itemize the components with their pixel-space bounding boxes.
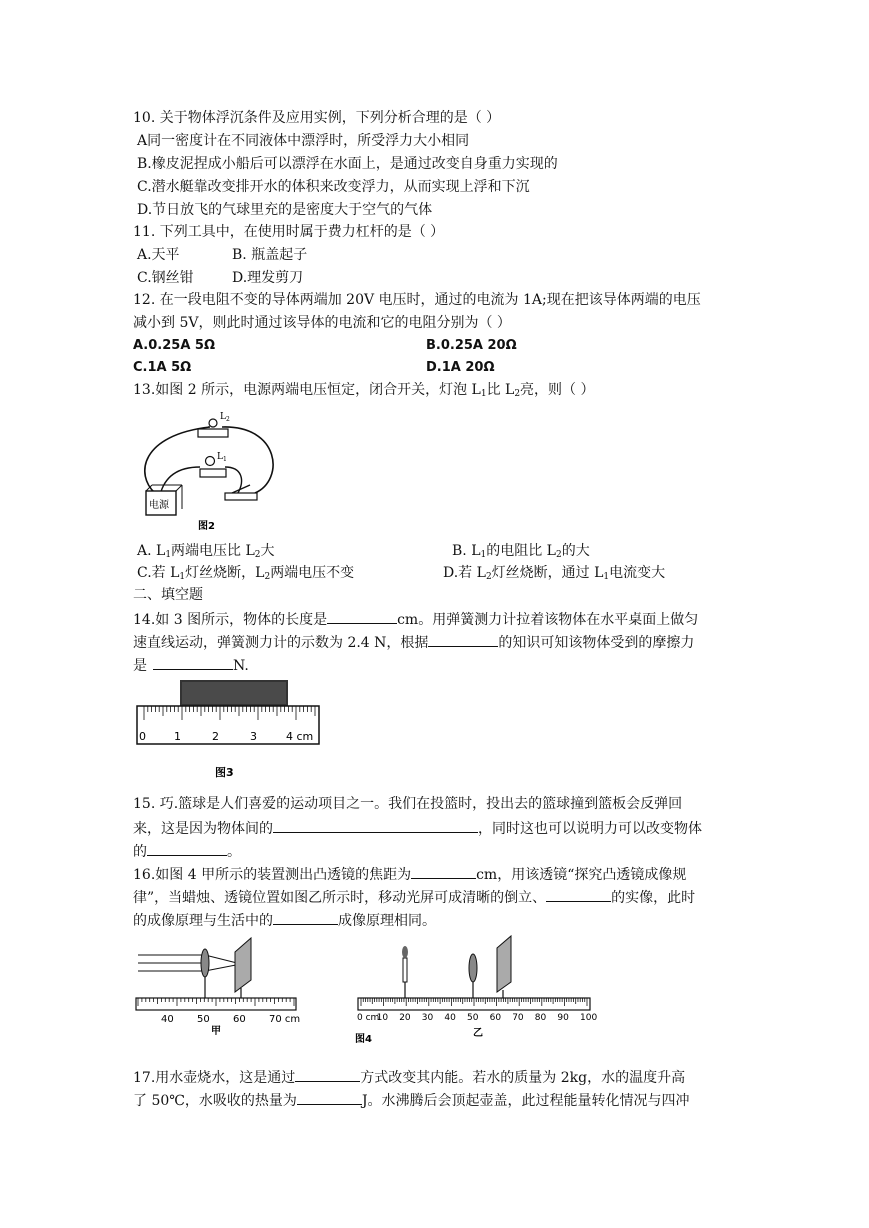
svg-text:1: 1 bbox=[174, 730, 181, 743]
q12-option-a: A.0.25A 5Ω bbox=[133, 338, 215, 353]
rail-yi-tick-label: 30 bbox=[421, 1013, 434, 1023]
q15-blank-reason[interactable] bbox=[273, 817, 478, 833]
q16-line3: 的成像原理与生活中的 成像原理相同。 bbox=[133, 909, 436, 931]
l1-label: L bbox=[220, 412, 226, 422]
rail-yi-tick-label: 20 bbox=[399, 1013, 411, 1023]
figure-4-caption: 图4 bbox=[355, 1034, 372, 1045]
q11-option-d: D.理发剪刀 bbox=[232, 270, 304, 286]
q13-stem: 13.如图 2 所示，电源两端电压恒定，闭合开关，灯泡 $L_1$比 $L_2$亮，则（ ） bbox=[133, 382, 595, 399]
q17-blank-method[interactable] bbox=[295, 1066, 360, 1082]
svg-text:0: 0 bbox=[139, 730, 146, 743]
q14-blank-length[interactable] bbox=[327, 608, 397, 624]
svg-text:70 cm: 70 cm bbox=[269, 1014, 301, 1025]
rail-yi-tick-label: 60 bbox=[489, 1013, 502, 1023]
q12-stem-line2: 减小到 5V，则此时通过该导体的电流和它的电阻分别为（ ） bbox=[133, 315, 511, 331]
figure-4-jia-label: 甲 bbox=[211, 1026, 221, 1037]
q15-blank-state[interactable] bbox=[147, 840, 227, 856]
q13-option-d: D.若 $L_2$灯丝烧断，通过 $L_1$电流变大 bbox=[443, 565, 666, 582]
rail-yi-tick-label: 70 bbox=[512, 1013, 524, 1023]
q13-option-c: C.若 $L_1$灯丝烧断，$L_2$两端电压不变 bbox=[137, 565, 355, 582]
q14-line3: 是 N. bbox=[133, 654, 249, 676]
q12-option-b: B.0.25A 20Ω bbox=[426, 338, 517, 353]
svg-text:50: 50 bbox=[197, 1014, 210, 1025]
svg-text:2: 2 bbox=[226, 416, 230, 423]
q11-stem: 11. 下列工具中，在使用时属于费力杠杆的是（ ） bbox=[133, 224, 445, 240]
q11-option-b: B. 瓶盖起子 bbox=[232, 247, 308, 263]
q10-option-b: B.橡皮泥捏成小船后可以漂浮在水面上，是通过改变自身重力实现的 bbox=[137, 156, 558, 172]
q16-blank-image-size[interactable] bbox=[546, 886, 611, 902]
svg-text:60: 60 bbox=[233, 1014, 246, 1025]
rail-yi-tick-label: 80 bbox=[534, 1013, 547, 1023]
l2-label: L bbox=[217, 452, 223, 462]
figure-3-caption: 图3 bbox=[215, 766, 234, 779]
q16-blank-device[interactable] bbox=[273, 909, 338, 925]
figure-4-yi-label: 乙 bbox=[473, 1028, 483, 1039]
rail-yi-tick-label: 10 bbox=[376, 1013, 389, 1023]
figure-2-circuit bbox=[130, 405, 280, 535]
svg-text:4 cm: 4 cm bbox=[286, 730, 314, 743]
rail-yi-tick-label: 0 cm bbox=[357, 1013, 380, 1023]
q17-line1: 17.用水壶烧水，这是通过 方式改变其内能。若水的质量为 2kg，水的温度升高 bbox=[133, 1066, 685, 1088]
svg-text:2: 2 bbox=[212, 730, 219, 743]
figure-3-ruler bbox=[135, 680, 325, 780]
svg-text:1: 1 bbox=[223, 456, 227, 463]
q14-blank-friction[interactable] bbox=[153, 654, 233, 670]
figure-2-caption: 图2 bbox=[198, 521, 215, 532]
rail-yi-tick-label: 40 bbox=[444, 1013, 456, 1023]
section-fill-in-heading: 二、填空题 bbox=[133, 587, 203, 603]
q10-stem: 10. 关于物体浮沉条件及应用实例，下列分析合理的是（ ） bbox=[133, 110, 501, 126]
q15-line2: 来，这是因为物体间的 ，同时这也可以说明力可以改变物体 bbox=[133, 817, 702, 839]
rail-yi-tick-label: 100 bbox=[580, 1013, 598, 1023]
q16-line1: 16.如图 4 甲所示的装置测出凸透镜的焦距为 cm，用该透镜“探究凸透镜成像规 bbox=[133, 863, 686, 885]
q16-blank-focal-length[interactable] bbox=[411, 863, 476, 879]
q14-line2: 速直线运动，弹簧测力计的示数为 2.4 N，根据 的知识可知该物体受到的摩擦力 bbox=[133, 631, 694, 653]
q15-line1: 15. 巧.篮球是人们喜爱的运动项目之一。我们在投篮时，投出去的篮球撞到篮板会反弹回 bbox=[133, 796, 683, 812]
q10-option-a: A同一密度计在不同液体中漂浮时，所受浮力大小相同 bbox=[137, 133, 470, 149]
q13-option-a: A. $L_1$两端电压比 $L_2$大 bbox=[137, 543, 275, 560]
q13-option-b: B. $L_1$的电阻比 $L_2$的大 bbox=[452, 543, 590, 560]
q11-option-c: C.钢丝钳 bbox=[137, 270, 194, 286]
svg-text:40: 40 bbox=[161, 1014, 174, 1025]
rail-yi-tick-label: 90 bbox=[557, 1013, 569, 1023]
q14-blank-knowledge[interactable] bbox=[428, 631, 498, 647]
q10-option-c: C.潜水艇靠改变排开水的体积来改变浮力，从而实现上浮和下沉 bbox=[137, 179, 530, 195]
q15-line3: 的 。 bbox=[133, 840, 241, 862]
q12-option-d: D.1A 20Ω bbox=[426, 360, 495, 375]
q10-option-d: D.节日放飞的气球里充的是密度大于空气的气体 bbox=[137, 202, 433, 218]
q16-line2: 律”，当蜡烛、透镜位置如图乙所示时，移动光屏可成清晰的倒立、 的实像，此时 bbox=[133, 886, 695, 908]
q12-stem-line1: 12. 在一段电阻不变的导体两端加 20V 电压时，通过的电流为 1A;现在把该导体两端的电压 bbox=[133, 292, 701, 308]
q14-line1: 14.如 3 图所示，物体的长度是 cm。用弹簧测力计拉着该物体在水平桌面上做匀 bbox=[133, 608, 698, 630]
rail-yi-tick-label: 50 bbox=[467, 1013, 479, 1023]
q11-option-a: A.天平 bbox=[137, 247, 180, 263]
figure-4-lens-experiment bbox=[133, 930, 603, 1050]
q17-line2: 了 50℃，水吸收的热量为 J。水沸腾后会顶起壶盖，此过程能量转化情况与四冲 bbox=[133, 1089, 690, 1111]
power-supply-label: 电源 bbox=[149, 500, 169, 511]
q12-option-c: C.1A 5Ω bbox=[133, 360, 192, 375]
q17-blank-heat[interactable] bbox=[297, 1089, 362, 1105]
svg-text:3: 3 bbox=[250, 730, 257, 743]
